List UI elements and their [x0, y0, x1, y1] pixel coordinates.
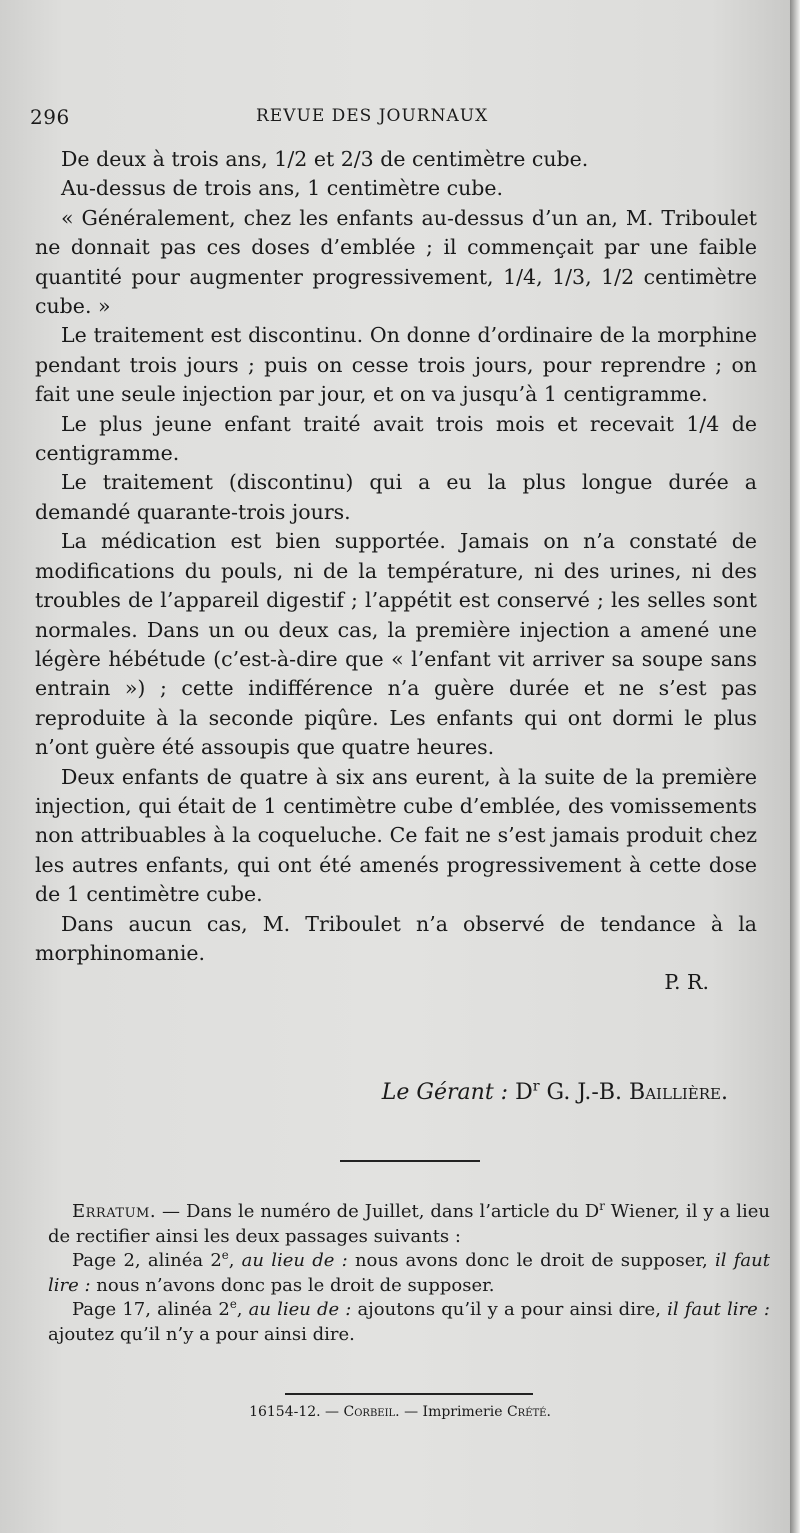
- page-header: [28, 103, 738, 133]
- signature-surname: Baillière.: [629, 1080, 728, 1105]
- signature-label: Le Gérant :: [381, 1080, 509, 1105]
- paragraph: Dans aucun cas, M. Triboulet n’a observé de tendance à la morphinomanie.: [35, 911, 757, 965]
- signature-initials: G. J.-B.: [546, 1080, 623, 1105]
- print-city: Corbeil.: [343, 1404, 400, 1420]
- paragraph: La médication est bien supportée. Jamais on n’a constaté de modifications du pouls, ni de la température, ni des urines, ni des troubles de l’appareil digestif ; l’appétit est conservé ; les selles sont normales. Dans un ou deux cas, la première injection a amené une légère hébétude (c’est-à-dire que « l’enfant vit arriver sa soupe sans entrain ») ; cette indifférence n’a guère durée et ne s’est pas reproduite à la seconde piqûre. Les enfants qui ont dormi le plus n’ont guère été assoupis que quatre heures.: [35, 529, 757, 760]
- signature-title: $D^r$: [515, 1078, 540, 1105]
- paragraph: Au-dessus de trois ans, 1 centimètre cube.: [61, 176, 504, 201]
- erratum-intro: Erratum. — Dans le numéro de Juillet, dans l’article du $D^r$ Wiener, il y a lieu de rectifier ainsi les deux passages suivants :: [48, 1199, 771, 1247]
- erratum-correction-1: Page 2, alinéa 2e, au lieu de : nous avons donc le droit de supposer, il faut lire : nous n’avons donc pas le droit de supposer.: [48, 1248, 770, 1296]
- paragraph: Deux enfants de quatre à six ans eurent, à la suite de la première injection, qui était de 1 centimètre cube d’emblée, des vomissements non attribuables à la coqueluche. Ce fait ne s’est jamais produit chez les autres enfants, qui ont été amenés progressivement à cette dose de 1 centimètre cube.: [35, 764, 757, 907]
- paragraph: Le traitement (discontinu) qui a eu la plus longue durée a demandé quarante-trois jours.: [35, 470, 757, 524]
- printer-footer: 16154-12. — Corbeil. — Imprimerie Crété.: [249, 1404, 551, 1420]
- section-divider: [340, 1160, 480, 1162]
- erratum-block: [48, 1200, 770, 1347]
- page-number: 296: [30, 105, 70, 129]
- article-body: [35, 145, 757, 998]
- publisher-signature: [0, 1080, 728, 1105]
- print-code: 16154-12.: [249, 1404, 321, 1420]
- printer-name: Crété.: [506, 1404, 551, 1420]
- paragraph: Le plus jeune enfant traité avait trois mois et recevait 1/4 de centigramme.: [35, 411, 757, 466]
- paragraph: De deux à trois ans, 1/2 et 2/3 de centimètre cube.: [61, 147, 589, 171]
- author-initials: P. R.: [664, 970, 709, 995]
- page-edge-shadow: [790, 0, 800, 1533]
- paragraph: Le traitement est discontinu. On donne d’ordinaire de la morphine pendant trois jours ; puis on cesse trois jours, pour reprendre ; on fait une seule injection par jour, et on va jusqu’à 1 centigramme.: [35, 323, 757, 407]
- erratum-heading: Erratum.: [72, 1201, 157, 1222]
- erratum-correction-2: Page 17, alinéa 2e, au lieu de : ajoutons qu’il y a pour ainsi dire, il faut lire : ajoutez qu’il n’y a pour ainsi dire.: [48, 1297, 770, 1345]
- running-title: REVUE DES JOURNAUX: [256, 106, 489, 126]
- footer-divider: [285, 1393, 533, 1395]
- paragraph: « Généralement, chez les enfants au-dessus d’un an, M. Triboulet ne donnait pas ces doses d’emblée ; il commençait par une faible quantité pour augmenter progressivement, 1/4, 1/3, 1/2 centimètre cube. »: [35, 205, 757, 319]
